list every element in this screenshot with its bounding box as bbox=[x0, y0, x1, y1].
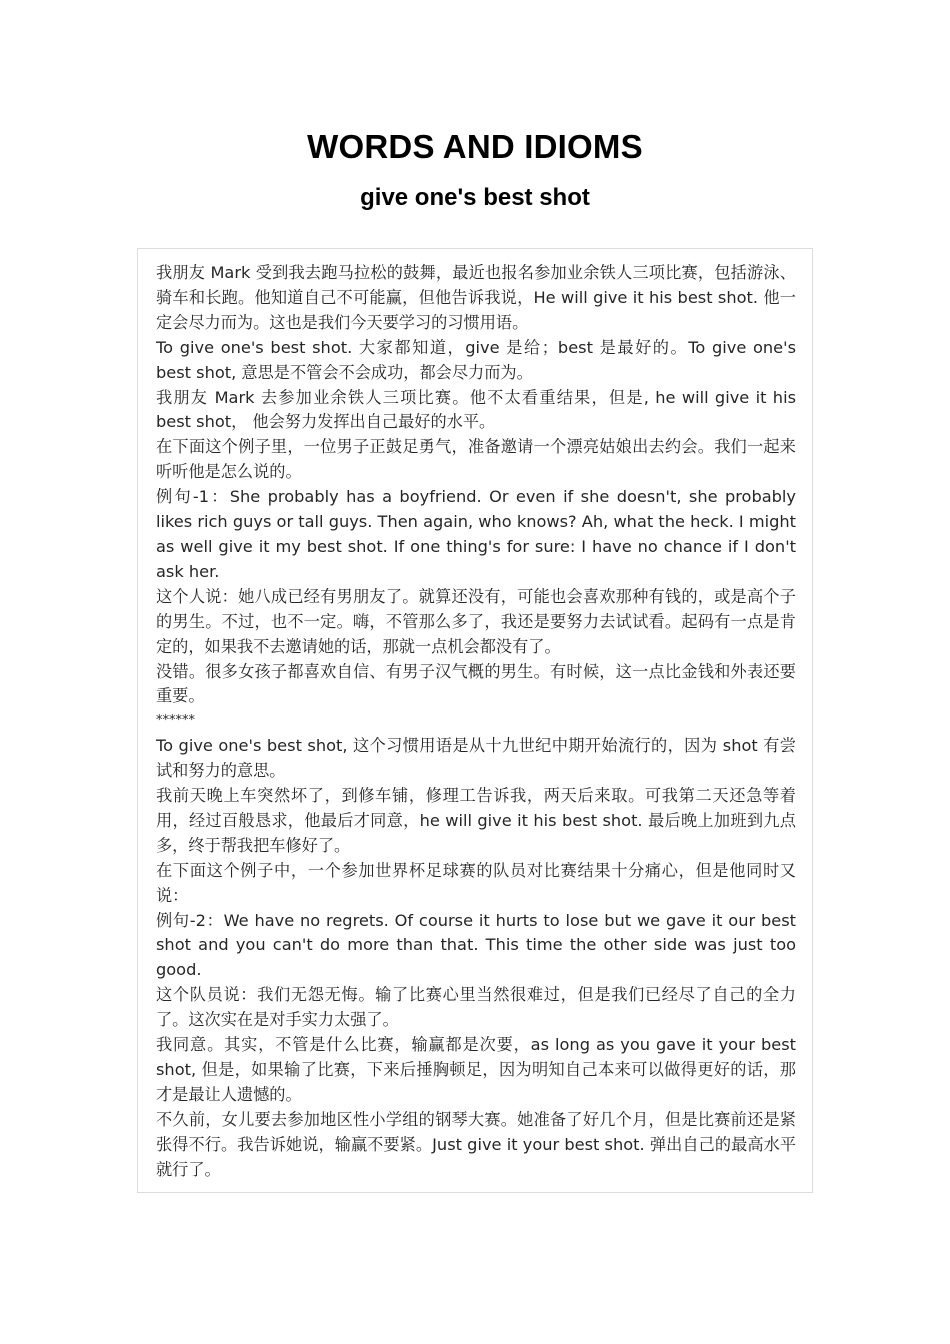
paragraph: 我朋友 Mark 去参加业余铁人三项比赛。他不太看重结果，但是, he will give it his best shot， 他会努力发挥出自己最好的水平。 bbox=[156, 387, 796, 432]
paragraph: 这个队员说：我们无怨无悔。输了比赛心里当然很难过，但是我们已经尽了自己的全力了。这次实在是对手实力太强了。 bbox=[156, 985, 796, 1030]
paragraph: 在下面这个例子里，一位男子正鼓足勇气，准备邀请一个漂亮姑娘出去约会。我们一起来听听他是怎么说的。 bbox=[156, 437, 796, 482]
paragraph: To give one's best shot. 大家都知道，give 是给；best 是最好的。To give one's best shot, 意思是不管会不会成功，都会尽力而为。 bbox=[156, 337, 796, 382]
example-sentence-2: 例句-2：We have no regrets. Of course it hurts to lose but we gave it our best shot and you can't do more than that. This time the other side was just too good. bbox=[156, 910, 796, 980]
paragraph: 在下面这个例子中，一个参加世界杯足球赛的队员对比赛结果十分痛心，但是他同时又说： bbox=[156, 860, 796, 905]
document-subtitle: give one's best shot bbox=[360, 184, 590, 211]
paragraph: 不久前，女儿要去参加地区性小学组的钢琴大赛。她准备了好几个月，但是比赛前还是紧张得不行。我告诉她说，输赢不要紧。Just give it your best shot. 弹出自己的最高水平就行了。 bbox=[156, 1109, 796, 1179]
content-box bbox=[137, 248, 813, 1193]
example-sentence-1: 例句-1：She probably has a boyfriend. Or even if she doesn't, she probably likes rich guys or tall guys. Then again, who knows? Ah, what the heck. I might as well give it my best shot. If one thing's for sure: I have no chance if I don't ask her. bbox=[156, 487, 796, 581]
paragraph: 我同意。其实，不管是什么比赛，输赢都是次要，as long as you gave it your best shot, 但是，如果输了比赛，下来后捶胸顿足，因为明知自己本来可以做得更好的话，那才是最让人遗憾的。 bbox=[156, 1035, 796, 1104]
paragraph: 我朋友 Mark 受到我去跑马拉松的鼓舞，最近也报名参加业余铁人三项比赛，包括游泳、骑车和长跑。他知道自己不可能赢，但他告诉我说，He will give it his best shot. 他一定会尽力而为。这也是我们今天要学习的习惯用语。 bbox=[156, 263, 796, 332]
paragraph: To give one's best shot, 这个习惯用语是从十九世纪中期开始流行的，因为 shot 有尝试和努力的意思。 bbox=[156, 736, 796, 781]
paragraph: 没错。很多女孩子都喜欢自信、有男子汉气概的男生。有时候，这一点比金钱和外表还要重要。 bbox=[156, 661, 796, 706]
section-divider: ****** bbox=[156, 713, 195, 729]
paragraph: 我前天晚上车突然坏了，到修车铺，修理工告诉我，两天后来取。可我第二天还急等着用，经过百般恳求，他最后才同意，he will give it his best shot. 最后晚上加班到九点多，终于帮我把车修好了。 bbox=[156, 786, 796, 855]
paragraph: 这个人说：她八成已经有男朋友了。就算还没有，可能也会喜欢那种有钱的，或是高个子的男生。不过，也不一定。嗨，不管那么多了，我还是要努力去试试看。起码有一点是肯定的，如果我不去邀请她的话，那就一点机会都没有了。 bbox=[156, 586, 796, 656]
document-title: WORDS AND IDIOMS bbox=[307, 128, 643, 165]
